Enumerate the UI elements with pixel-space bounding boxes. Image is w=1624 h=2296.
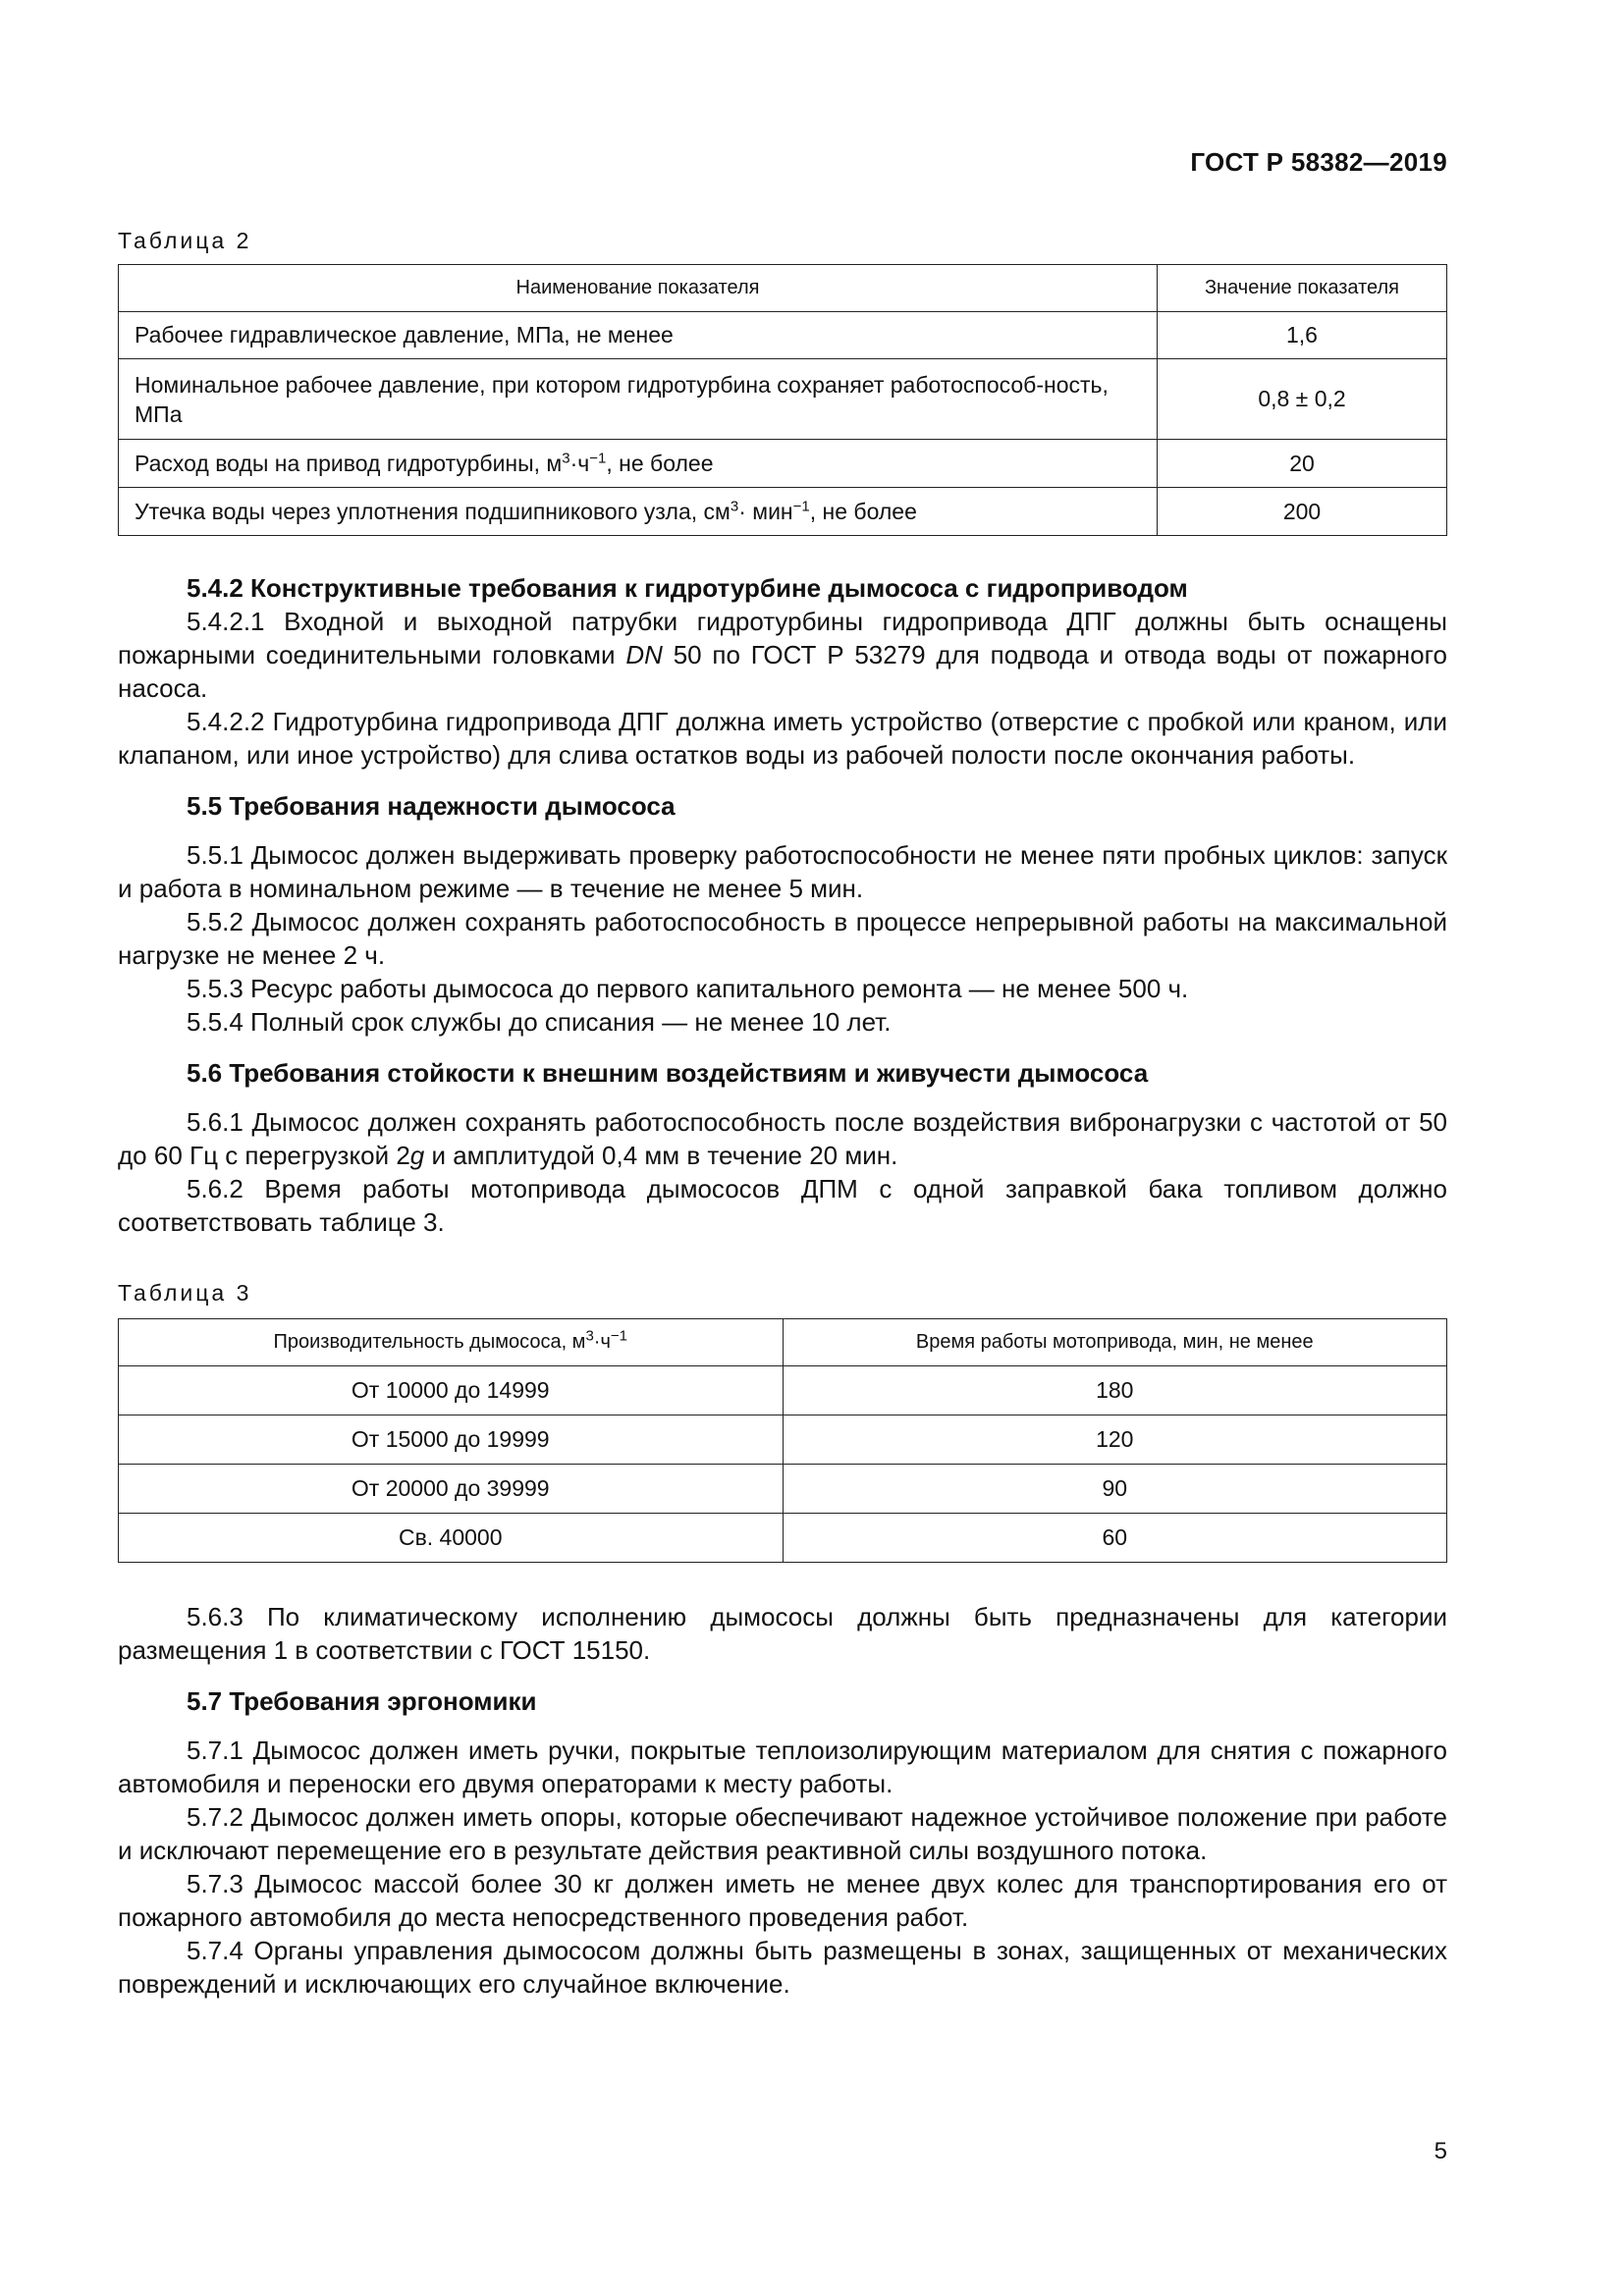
table-row [119,312,1447,359]
table2-header-name: Наименование показателя [119,265,1158,312]
table-row [119,440,1447,488]
table2-cell-value: 1,6 [1158,312,1447,359]
paragraph: 5.5.1 Дымосос должен выдерживать проверку работоспособности не менее пяти пробных циклов: запуск и работа в номинальном режиме — в течение не менее 5 мин. [118,840,1447,903]
table-row [119,1465,1447,1514]
table3-cell-range: От 15000 до 19999 [119,1415,784,1465]
table3-cell-range: Св. 40000 [119,1514,784,1563]
table3-header-performance: Производительность дымососа, $м^3\cdot ч^{-1}$ [119,1319,784,1366]
paragraph: 5.5.4 Полный срок службы до списания — не менее 10 лет. [187,1007,892,1037]
table3-cell-time: 120 [783,1415,1447,1465]
table2-cell-value: 20 [1158,440,1447,488]
paragraph: 5.5.3 Ресурс работы дымососа до первого капитального ремонта — не менее 500 ч. [187,974,1189,1003]
table2 [118,264,1447,536]
document-standard-number: ГОСТ Р 58382—2019 [1190,147,1447,177]
paragraph: 5.4.2.2 Гидротурбина гидропривода ДПГ должна иметь устройство (отверстие с пробкой или краном, или клапаном, или иное устройство) для слива остатков воды из рабочей полости после окончания работы. [118,707,1447,770]
paragraph: 5.7.2 Дымосос должен иметь опоры, которые обеспечивают надежное устойчивое положение при работе и исключают перемещение его в результате действия реактивной силы воздушного потока. [118,1802,1447,1865]
table2-header-row [119,265,1447,312]
table2-caption: Таблица 2 [118,228,252,253]
paragraph: 5.4.2.1 Входной и выходной патрубки гидротурбины гидропривода ДПГ должны быть оснащены пожарными соединительными головками DN 50 по ГОСТ Р 53279 для подвода и отвода воды от пожарного насоса. [118,607,1448,703]
table2-cell-name: Рабочее гидравлическое давление, МПа, не менее [119,312,1158,359]
table3-caption: Таблица 3 [118,1280,252,1306]
section-title: 5.4.2 Конструктивные требования к гидротурбине дымососа с гидроприводом [187,573,1188,603]
paragraph: 5.6.2 Время работы мотопривода дымососов ДПМ с одной заправкой бака топливом должно соответствовать таблице 3. [118,1174,1447,1237]
paragraph: 5.7.4 Органы управления дымососом должны быть размещены в зонах, защищенных от механических повреждений и исключающих его случайное включение. [118,1936,1447,1999]
table3-cell-time: 60 [783,1514,1447,1563]
paragraph: 5.6.1 Дымосос должен сохранять работоспособность после воздействия вибронагрузки с частотой от 50 до 60 Гц с перегрузкой 2g и амплитудой 0,4 мм в течение 20 мин. [118,1107,1447,1170]
table-row [119,488,1447,536]
table3 [118,1318,1447,1563]
table2-header-value: Значение показателя [1158,265,1447,312]
paragraph: 5.6.3 По климатическому исполнению дымососы должны быть предназначены для категории размещения 1 в соответствии с ГОСТ 15150. [118,1602,1447,1665]
table2-cell-value: 200 [1158,488,1447,536]
table3-cell-time: 90 [783,1465,1447,1514]
paragraph: 5.5.2 Дымосос должен сохранять работоспособность в процессе непрерывной работы на максимальной нагрузке не менее 2 ч. [118,907,1447,970]
section-title: 5.5 Требования надежности дымососа [187,791,676,821]
table-row [119,1366,1447,1415]
table3-cell-range: От 20000 до 39999 [119,1465,784,1514]
table2-cell-name: Номинальное рабочее давление, при котором гидротурбина сохраняет работоспособ-ность, МПа [119,359,1158,440]
page-number: 5 [1434,2138,1447,2164]
paragraph: 5.7.3 Дымосос массой более 30 кг должен иметь не менее двух колес для транспортирования его от пожарного автомобиля до места непосредственного проведения работ. [118,1869,1447,1932]
section-title: 5.6 Требования стойкости к внешним воздействиям и живучести дымососа [187,1058,1149,1088]
table2-cell-name: Расход воды на привод гидротурбины, $м^3\cdot ч^{-1}$, не более [119,440,1158,488]
table-row [119,1514,1447,1563]
table2-cell-value: 0,8 ± 0,2 [1158,359,1447,440]
paragraph: 5.7.1 Дымосос должен иметь ручки, покрытые теплоизолирующим материалом для снятия с пожарного автомобиля и переноски его двумя операторами к месту работы. [118,1735,1447,1798]
table3-header-time: Время работы мотопривода, мин, не менее [783,1319,1447,1366]
table3-header-row [119,1319,1447,1366]
table2-cell-name: Утечка воды через уплотнения подшипникового узла, $см^3\cdot мин^{-1}$, не более [119,488,1158,536]
section-title: 5.7 Требования эргономики [187,1686,537,1716]
table3-cell-time: 180 [783,1366,1447,1415]
page-content [118,0,1447,2001]
table-row [119,1415,1447,1465]
table-row [119,359,1447,440]
table3-cell-range: От 10000 до 14999 [119,1366,784,1415]
